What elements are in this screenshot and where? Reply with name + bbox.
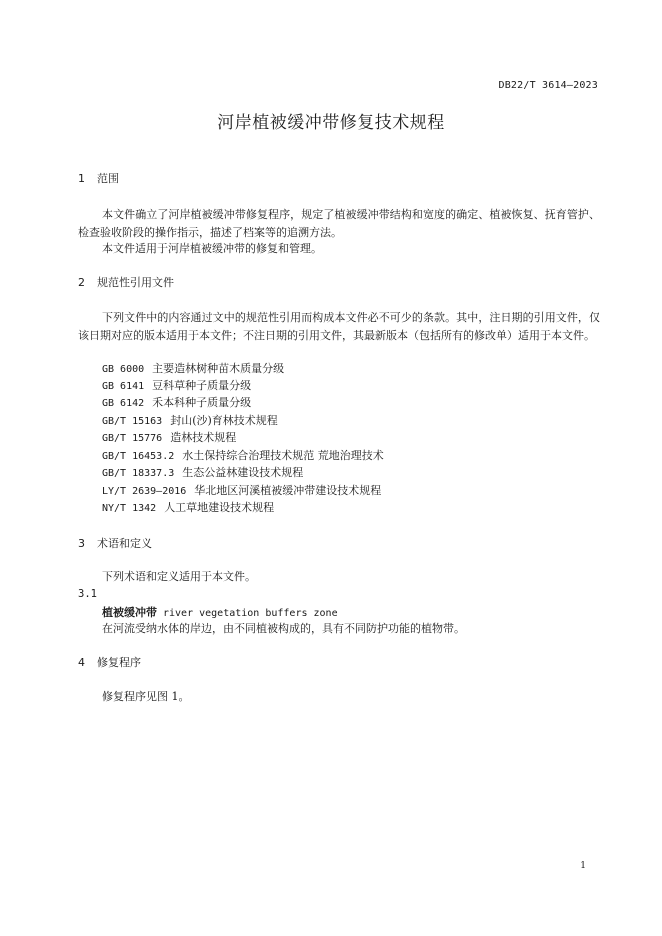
section-heading-terms bbox=[78, 537, 152, 551]
reference-item bbox=[102, 449, 384, 464]
reference-code: LY/T 2639—2016 bbox=[102, 486, 187, 497]
section-heading-procedure bbox=[78, 656, 141, 670]
section-title: 范围 bbox=[97, 172, 119, 185]
reference-item bbox=[102, 396, 251, 411]
references-intro-paragraph: 下列文件中的内容通过文中的规范性引用而构成本文件必不可少的条款。其中，注日期的引用文件，仅该日期对应的版本适用于本文件；不注日期的引用文件，其最新版本（包括所有的修改单）适用于本文件。 bbox=[78, 311, 600, 342]
section-title: 规范性引用文件 bbox=[97, 276, 174, 289]
reference-title: 水土保持综合治理技术规范 荒地治理技术 bbox=[182, 449, 384, 462]
reference-item bbox=[102, 484, 381, 499]
reference-item bbox=[102, 501, 274, 516]
section-title: 修复程序 bbox=[97, 656, 141, 669]
term-english-name: river vegetation buffers zone bbox=[163, 608, 338, 619]
section-heading-scope bbox=[78, 172, 119, 186]
reference-code: GB/T 16453.2 bbox=[102, 451, 175, 462]
reference-item bbox=[102, 466, 303, 481]
reference-item bbox=[102, 414, 278, 429]
reference-title: 人工草地建设技术规程 bbox=[164, 501, 275, 514]
reference-title: 华北地区河溪植被缓冲带建设技术规程 bbox=[194, 484, 382, 497]
term-definition: 在河流受纳水体的岸边，由不同植被构成的，具有不同防护功能的植物带。 bbox=[102, 622, 465, 635]
scope-paragraph-1: 本文件确立了河岸植被缓冲带修复程序，规定了植被缓冲带结构和宽度的确定、植被恢复、抚育管护、检查验收阶段的操作指示，描述了档案等的追溯方法。 bbox=[78, 208, 600, 239]
reference-code: NY/T 1342 bbox=[102, 503, 157, 514]
reference-title: 生态公益林建设技术规程 bbox=[182, 466, 304, 479]
reference-title: 主要造林树种苗木质量分级 bbox=[152, 362, 285, 375]
reference-item bbox=[102, 431, 236, 446]
section-number: 3 bbox=[78, 537, 85, 550]
terms-intro: 下列术语和定义适用于本文件。 bbox=[102, 570, 256, 583]
reference-item bbox=[102, 379, 251, 394]
term-chinese-name: 植被缓冲带 bbox=[102, 606, 157, 619]
document-title: 河岸植被缓冲带修复技术规程 bbox=[217, 113, 445, 133]
reference-code: GB 6142 bbox=[102, 398, 145, 409]
term-number: 3.1 bbox=[78, 588, 97, 600]
reference-code: GB/T 15776 bbox=[102, 433, 163, 444]
reference-code: GB 6000 bbox=[102, 364, 145, 375]
reference-item bbox=[102, 362, 284, 377]
reference-code: GB 6141 bbox=[102, 381, 145, 392]
reference-title: 造林技术规程 bbox=[170, 431, 237, 444]
document-number: DB22/T 3614—2023 bbox=[498, 80, 598, 91]
reference-title: 豆科草种子质量分级 bbox=[152, 379, 252, 392]
section-number: 1 bbox=[78, 172, 85, 185]
page-number: 1 bbox=[580, 861, 586, 871]
section-title: 术语和定义 bbox=[97, 537, 152, 550]
procedure-text: 修复程序见图 1。 bbox=[102, 690, 190, 703]
section-number: 4 bbox=[78, 656, 85, 669]
reference-title: 封山(沙)育林技术规程 bbox=[170, 414, 278, 427]
reference-code: GB/T 15163 bbox=[102, 416, 163, 427]
reference-title: 禾本科种子质量分级 bbox=[152, 396, 252, 409]
section-number: 2 bbox=[78, 276, 85, 289]
section-heading-references bbox=[78, 276, 174, 290]
scope-paragraph-2: 本文件适用于河岸植被缓冲带的修复和管理。 bbox=[102, 242, 322, 255]
reference-code: GB/T 18337.3 bbox=[102, 468, 175, 479]
term-name bbox=[102, 604, 338, 620]
